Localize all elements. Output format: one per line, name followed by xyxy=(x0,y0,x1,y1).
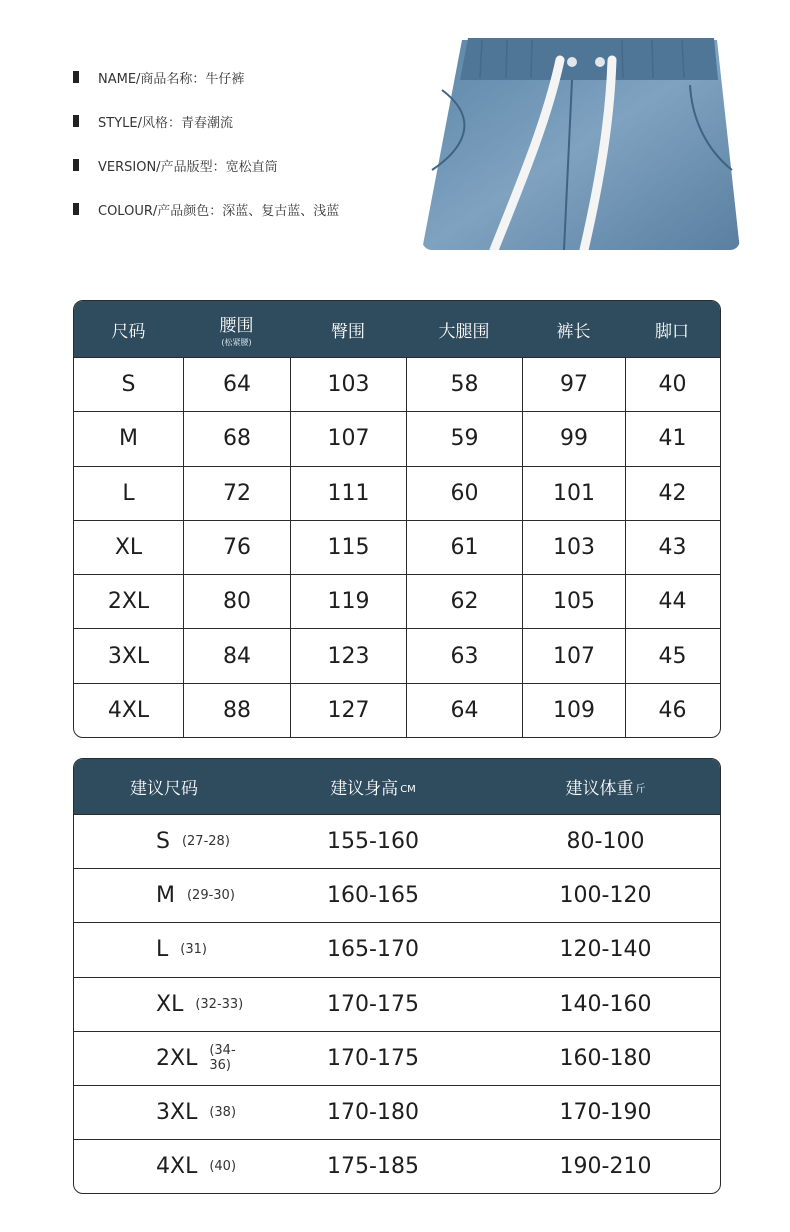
table-cell: 46 xyxy=(625,684,719,737)
table-cell: 40 xyxy=(625,358,719,411)
rec-size-label: L xyxy=(156,937,169,963)
rec-size-range: (34-36) xyxy=(209,1043,236,1074)
rec-size-label: S xyxy=(156,829,170,855)
table-row xyxy=(74,1031,720,1085)
rec-weight-cell: 170-190 xyxy=(559,1100,652,1126)
table-cell: 2XL xyxy=(107,589,150,615)
rec-size-range: (29-30) xyxy=(186,888,235,904)
table-cell: 97 xyxy=(522,358,625,411)
table-cell: 107 xyxy=(522,629,625,682)
table-cell: XL xyxy=(114,535,143,561)
table-cell: 4XL xyxy=(107,697,150,723)
bullet-icon xyxy=(73,115,79,127)
size-chart-header xyxy=(74,301,720,357)
table-cell: 59 xyxy=(406,412,522,465)
table-cell: 103 xyxy=(290,358,406,411)
jeans-image xyxy=(422,30,740,250)
bullet-icon xyxy=(73,203,79,215)
table-cell: L xyxy=(122,480,135,506)
info-item-colour xyxy=(73,198,339,220)
header-size: 尺码 xyxy=(111,321,146,342)
table-row xyxy=(74,574,720,628)
rec-height-cell: 155-160 xyxy=(327,829,419,855)
rec-size-cell xyxy=(74,1086,254,1139)
product-photo xyxy=(422,30,740,250)
rec-height-cell: 170-180 xyxy=(327,1100,419,1126)
rec-size-label: M xyxy=(156,883,175,909)
rec-height-cell: 170-175 xyxy=(327,1045,419,1071)
rec-size-cell xyxy=(74,815,254,868)
table-row xyxy=(74,1139,720,1193)
table-row xyxy=(74,683,720,737)
table-cell: 64 xyxy=(183,358,290,411)
table-cell: 107 xyxy=(290,412,406,465)
info-label: NAME/商品名称：牛仔裤 xyxy=(98,71,245,87)
product-info-list xyxy=(73,66,339,242)
info-label: VERSION/产品版型：宽松直筒 xyxy=(98,159,278,175)
rec-size-cell xyxy=(74,869,254,922)
table-cell: 41 xyxy=(625,412,719,465)
rec-weight-cell: 120-140 xyxy=(559,937,652,963)
rec-size-cell xyxy=(74,1032,254,1085)
table-cell: 45 xyxy=(625,629,719,682)
table-row xyxy=(74,922,720,976)
table-cell: 63 xyxy=(406,629,522,682)
rec-weight-cell: 80-100 xyxy=(566,829,645,855)
header-rec-weight: 建议体重 斤 xyxy=(565,779,646,799)
table-row xyxy=(74,357,720,411)
table-row xyxy=(74,628,720,682)
rec-weight-cell: 140-160 xyxy=(559,991,652,1017)
bullet-icon xyxy=(73,71,79,83)
table-cell: 80 xyxy=(183,575,290,628)
recommended-size-header xyxy=(74,759,720,814)
table-cell: 111 xyxy=(290,467,406,520)
header-hem: 脚口 xyxy=(655,321,689,342)
table-cell: 44 xyxy=(625,575,719,628)
header-length: 裤长 xyxy=(556,321,591,342)
info-item-version xyxy=(73,154,339,176)
table-cell: 64 xyxy=(406,684,522,737)
table-cell: 109 xyxy=(522,684,625,737)
table-cell: 58 xyxy=(406,358,522,411)
table-cell: 3XL xyxy=(107,643,150,669)
table-cell: 68 xyxy=(183,412,290,465)
header-waist: 腰围 (松紧腰) xyxy=(219,315,254,347)
rec-size-range: (38) xyxy=(209,1105,237,1121)
rec-height-cell: 170-175 xyxy=(327,991,419,1017)
table-cell: 76 xyxy=(183,521,290,574)
table-cell: 99 xyxy=(522,412,625,465)
table-cell: 127 xyxy=(290,684,406,737)
table-cell: 62 xyxy=(406,575,522,628)
rec-size-label: 3XL xyxy=(156,1100,198,1126)
table-cell: 61 xyxy=(406,521,522,574)
rec-size-range: (32-33) xyxy=(195,996,244,1012)
rec-weight-cell: 190-210 xyxy=(559,1154,652,1180)
rec-height-cell: 165-170 xyxy=(327,937,419,963)
rec-size-range: (40) xyxy=(209,1159,237,1175)
table-cell: 84 xyxy=(183,629,290,682)
rec-size-label: 2XL xyxy=(156,1045,198,1071)
table-cell: 88 xyxy=(183,684,290,737)
recommended-size-table xyxy=(73,758,721,1194)
rec-height-cell: 175-185 xyxy=(327,1154,419,1180)
rec-size-label: 4XL xyxy=(156,1154,198,1180)
table-row xyxy=(74,520,720,574)
table-cell: 119 xyxy=(290,575,406,628)
rec-size-range: (27-28) xyxy=(181,834,230,850)
rec-weight-cell: 160-180 xyxy=(559,1045,652,1071)
info-item-name xyxy=(73,66,339,88)
rec-size-range: (31) xyxy=(180,942,207,958)
rec-weight-cell: 100-120 xyxy=(559,883,652,909)
rec-height-cell: 160-165 xyxy=(327,883,419,909)
table-row xyxy=(74,814,720,868)
header-hip: 臀围 xyxy=(331,321,365,342)
table-cell: 105 xyxy=(522,575,625,628)
rec-size-label: XL xyxy=(156,991,184,1017)
info-label: STYLE/风格：青春潮流 xyxy=(98,115,233,131)
table-cell: 60 xyxy=(406,467,522,520)
table-row xyxy=(74,868,720,922)
bullet-icon xyxy=(73,159,79,171)
table-cell: 123 xyxy=(290,629,406,682)
table-row xyxy=(74,466,720,520)
info-item-style xyxy=(73,110,339,132)
table-cell: 103 xyxy=(522,521,625,574)
rec-size-cell xyxy=(74,1140,254,1193)
size-chart-table xyxy=(73,300,721,738)
table-cell: 42 xyxy=(625,467,719,520)
header-rec-height: 建议身高 CM xyxy=(330,779,416,799)
table-cell: 115 xyxy=(290,521,406,574)
table-cell: 43 xyxy=(625,521,719,574)
rec-size-cell xyxy=(74,978,254,1031)
table-row xyxy=(74,411,720,465)
table-row xyxy=(74,1085,720,1139)
header-thigh: 大腿围 xyxy=(438,321,490,342)
table-cell: 72 xyxy=(183,467,290,520)
table-row xyxy=(74,977,720,1031)
rec-size-cell xyxy=(74,923,254,976)
header-rec-size: 建议尺码 xyxy=(130,779,198,799)
table-cell: S xyxy=(121,372,136,398)
info-label: COLOUR/产品颜色：深蓝、复古蓝、浅蓝 xyxy=(98,203,340,219)
table-cell: M xyxy=(119,426,138,452)
table-cell: 101 xyxy=(522,467,625,520)
